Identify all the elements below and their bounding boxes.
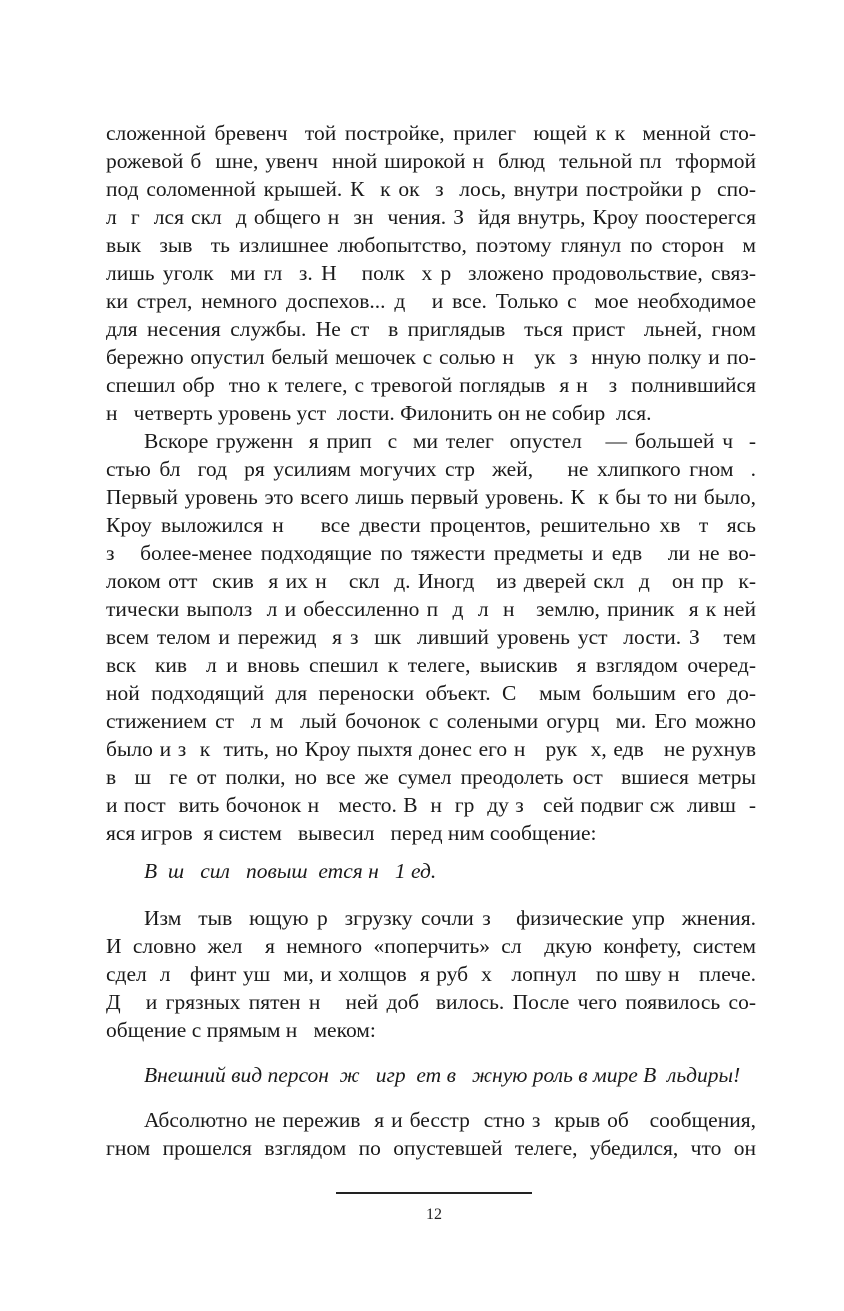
- text-line: рожевой б шне, увенч нной широкой н блюд тельной пл тформой: [106, 149, 756, 173]
- text-line: стью бл год ря усилиям могучих стр жей, не хлипкого гном .: [106, 457, 756, 481]
- text-line: Изм тыв ющую р згрузку сочли з физические упр жнения.: [144, 906, 756, 930]
- text-line: Вскоре груженн я прип с ми телег опустел — большей ч -: [144, 429, 756, 453]
- text-line: сложенной бревенч той постройке, прилег ющей к к менной сто-: [106, 121, 756, 145]
- text-line: спешил обр тно к телеге, с тревогой поглядыв я н з полнившийся: [106, 373, 756, 397]
- text-line: н четверть уровень уст лости. Филонить он не собир лся.: [106, 401, 652, 425]
- page-number: 12: [426, 1206, 442, 1223]
- text-line: тически выполз л и обессиленно п д л н землю, приник я к ней: [106, 597, 756, 621]
- text-line: гном прошелся взглядом по опустевшей телеге, убедился, что он: [106, 1136, 756, 1160]
- text-line: стижением ст л м лый бочонок с солеными огурц ми. Его можно: [106, 709, 756, 733]
- text-line: всем телом и пережид я з шк ливший уровень уст лости. З тем: [106, 625, 756, 649]
- text-line: общение с прямым н меком:: [106, 1018, 376, 1042]
- text-line: сдел л финт уш ми, и холщов я руб х лопнул по шву н плече.: [106, 962, 756, 986]
- text-line: вык зыв ть излишнее любопытство, поэтому глянул по сторон м: [106, 233, 756, 257]
- text-line: Кроу выложился н все двести процентов, решительно хв т ясь: [106, 513, 756, 537]
- system-message: Внешний вид персон ж игр ет в жную роль в мире В льдиры!: [144, 1063, 741, 1087]
- text-line: л г лся скл д общего н зн чения. З йдя внутрь, Кроу поостерегся: [106, 205, 756, 229]
- text-line: в ш ге от полки, но все же сумел преодолеть ост вшиеся метры: [106, 765, 756, 789]
- text-line: яся игров я систем вывесил перед ним сообщение:: [106, 821, 597, 845]
- text-line: ной подходящий для переноски объект. С мым большим его до-: [106, 681, 756, 705]
- text-line: и пост вить бочонок н место. В н гр ду з сей подвиг сж ливш -: [106, 793, 756, 817]
- system-message: В ш сил повыш ется н 1 ед.: [144, 859, 437, 883]
- text-line: ки стрел, немного доспехов... д и все. Только с мое необходимое: [106, 289, 756, 313]
- text-line: Первый уровень это всего лишь первый уровень. К к бы то ни было,: [106, 485, 756, 509]
- footer-divider: [336, 1192, 532, 1194]
- text-line: локом отт скив я их н скл д. Иногд из дверей скл д он пр к-: [106, 569, 756, 593]
- text-line: з более-менее подходящие по тяжести предметы и едв ли не во-: [106, 541, 756, 565]
- text-line: было и з к тить, но Кроу пыхтя донес его н рук х, едв не рухнув: [106, 737, 756, 761]
- text-line: для несения службы. Не ст в приглядыв ться прист льней, гном: [106, 317, 756, 341]
- text-line: под соломенной крышей. К к ок з лось, внутри постройки р спо-: [106, 177, 756, 201]
- text-line: бережно опустил белый мешочек с солью н ук з нную полку и по-: [106, 345, 756, 369]
- text-line: Д и грязных пятен н ней доб вилось. После чего появилось со-: [106, 990, 756, 1014]
- text-line: И словно жел я немного «поперчить» сл дкую конфету, систем: [106, 934, 756, 958]
- text-line: лишь уголк ми гл з. Н полк х р зложено продовольствие, связ-: [106, 261, 756, 285]
- text-line: вск кив л и вновь спешил к телеге, выискив я взглядом очеред-: [106, 653, 756, 677]
- text-line: Абсолютно не пережив я и бесстр стно з крыв об сообщения,: [144, 1108, 756, 1132]
